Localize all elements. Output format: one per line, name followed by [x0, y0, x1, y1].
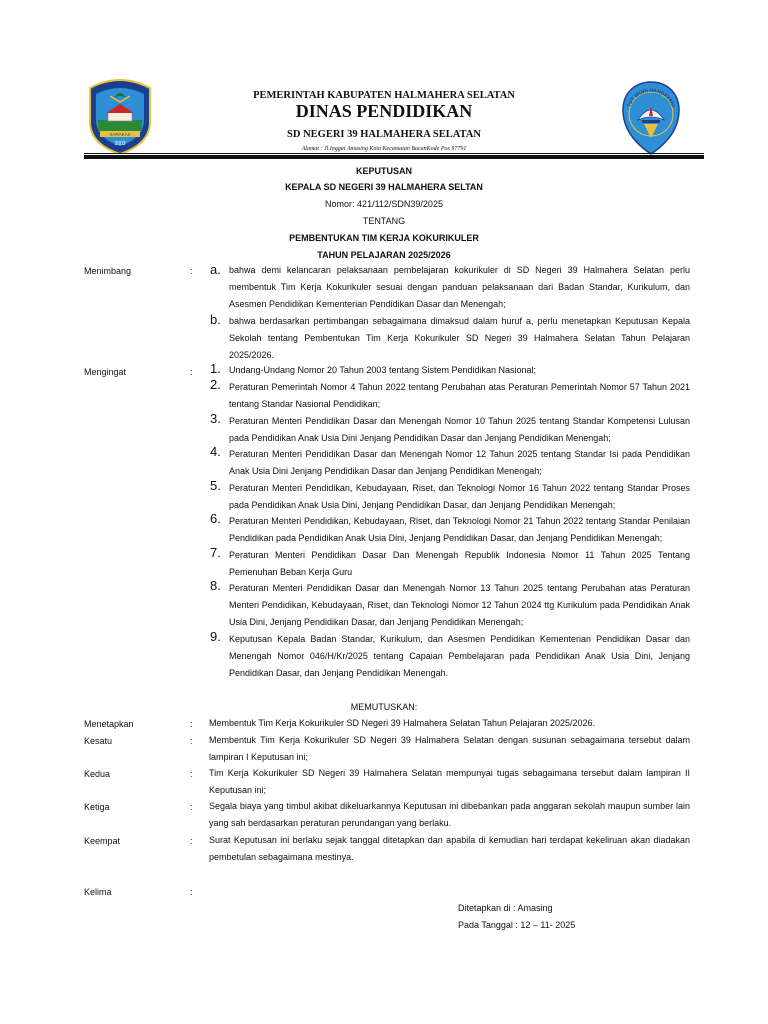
- menimbang-marker: b.: [210, 312, 221, 327]
- signature-date: Pada Tanggal : 12 – 11- 2025: [458, 920, 576, 930]
- letterhead-government: PEMERINTAH KABUPATEN HALMAHERA SELATAN: [253, 90, 515, 101]
- emblem-banner-text: SARAKAS: [109, 132, 131, 137]
- decision-label: Kesatu: [84, 736, 113, 746]
- decision-colon: :: [190, 719, 193, 729]
- mengingat-item: Peraturan Menteri Pendidikan Dasar dan Menengah Nomor 13 Tahun 2025 tentang Perubahan atas Peraturan Menteri Pendidikan, Kebudayaan, Riset, dan Teknologi Nomor 12 Tahun 2024 ttg Kurikulum pada Pendidikan Anak Usia Dini, Jenjang Pendidikan Dasar, dan Jenjang Pendidikan Menengah;: [229, 583, 690, 627]
- decision-colon: :: [190, 769, 193, 779]
- decision-colon: :: [190, 887, 193, 897]
- tut-wuri-handayani-logo: [620, 80, 682, 156]
- mengingat-colon: :: [190, 367, 193, 377]
- mengingat-marker: 5.: [210, 478, 221, 493]
- mengingat-item: Peraturan Menteri Pendidikan Dasar dan Menengah Nomor 10 Tahun 2025 tentang Standar Kompetensi Lulusan pada Pendidikan Anak Usia Dini Jenjang Pendidikan Dasar dan Jenjang Pendidikan Menengah;: [229, 416, 690, 443]
- logo-motto-text: TUT WURI HANDAYANI: [626, 87, 676, 108]
- mengingat-item: Peraturan Menteri Pendidikan Dasar dan Menengah Nomor 12 Tahun 2025 tentang Standar Isi pada Pendidikan Anak Usia Dini Jenjang Pendidikan Dasar dan Jenjang Pendidikan Menengah;: [229, 449, 690, 476]
- decision-colon: :: [190, 802, 193, 812]
- mengingat-marker: 4.: [210, 444, 221, 459]
- decision-label: Menetapkan: [84, 719, 134, 729]
- mengingat-marker: 7.: [210, 545, 221, 560]
- letterhead-thick-rule: [84, 155, 704, 159]
- decree-subject: PEMBENTUKAN TIM KERJA KOKURIKULER: [289, 233, 479, 243]
- decision-label: Ketiga: [84, 802, 110, 812]
- menimbang-marker: a.: [210, 262, 221, 277]
- emblem-year-text: 2003: [114, 141, 126, 147]
- mengingat-item: Undang-Undang Nomor 20 Tahun 2003 tentang Sistem Pendidikan Nasional;: [229, 365, 537, 375]
- decree-heading: KEPUTUSAN: [355, 166, 412, 176]
- decision-colon: :: [190, 736, 193, 746]
- signature-place: Ditetapkan di : Amasing: [458, 903, 553, 913]
- decision-label: Kelima: [84, 887, 112, 897]
- decree-number: Nomor: 421/112/SDN39/2025: [325, 199, 443, 209]
- decision-label: Keempat: [84, 836, 121, 846]
- memutuskan-heading: MEMUTUSKAN:: [350, 702, 418, 712]
- mengingat-marker: 9.: [210, 629, 221, 644]
- menimbang-item: bahwa demi kelancaran pelaksanaan pembelajaran kokurikuler di SD Negeri 39 Halmahera Selatan perlu membentuk Tim Kerja Kokurikuler sesuai dengan panduan pelaksanaan dari Badan Standar, Kurikulum, dan Asesmen Pendidikan Kementerian Pendidikan Dasar dan Menengah;: [229, 265, 690, 309]
- decision-text: Segala biaya yang timbul akibat dikeluarkannya Keputusan ini dibebankan pada anggaran sekolah maupun sumber lain yang sah berdasarkan peraturan perundangan yang berlaku.: [209, 801, 690, 828]
- mengingat-item: Peraturan Menteri Pendidikan, Kebudayaan, Riset, dan Teknologi Nomor 21 Tahun 2022 tentang Standar Penilaian Pendidikan pada Pendidikan Anak Usia Dini, Jenjang Pendidikan Dasar, dan Jenjang Pendidikan Menengah;: [229, 516, 690, 543]
- mengingat-label: Mengingat: [84, 367, 127, 377]
- mengingat-item: Peraturan Pemerintah Nomor 4 Tahun 2022 tentang Perubahan atas Peraturan Pemerintah Nomor 57 Tahun 2021 tentang Standar Nasional Pendidikan;: [229, 382, 690, 409]
- mengingat-marker: 6.: [210, 511, 221, 526]
- decree-academic-year: TAHUN PELAJARAN 2025/2026: [317, 250, 451, 260]
- mengingat-marker: 2.: [210, 377, 221, 392]
- letterhead-address: Alamat : Jl.Inggai Amasing Kota Kecamatan BacanKode Pos 97791: [301, 146, 467, 152]
- letterhead-agency: DINAS PENDIDIKAN: [295, 101, 473, 121]
- mengingat-marker: 1.: [210, 361, 221, 376]
- decree-tentang: TENTANG: [362, 216, 406, 226]
- letterhead-school: SD NEGERI 39 HALMAHERA SELATAN: [287, 129, 481, 140]
- mengingat-marker: 3.: [210, 411, 221, 426]
- decision-text: Membentuk Tim Kerja Kokurikuler SD Negeri 39 Halmahera Selatan dengan susunan sebagaimana tersebut dalam lampiran I Keputusan ini;: [209, 735, 690, 762]
- decision-label: Kedua: [84, 769, 111, 779]
- decision-text: Membentuk Tim Kerja Kokurikuler SD Negeri 39 Halmahera Selatan Tahun Pelajaran 2025/2026.: [209, 718, 596, 728]
- decree-authority: KEPALA SD NEGERI 39 HALMAHERA SELTAN: [285, 182, 483, 192]
- menimbang-item: bahwa berdasarkan pertimbangan sebagaimana dimaksud dalam huruf a, perlu menetapkan Keputusan Kepala Sekolah tentang Pembentukan Tim Kerja Kokurikuler SD Negeri 39 Halmahera Selatan Tahun Pelajaran 2025/2026.: [229, 316, 690, 360]
- decision-text: Tim Kerja Kokurikuler SD Negeri 39 Halmahera Selatan mempunyai tugas sebagaimana tersebut dalam lampiran II Keputusan ini;: [209, 768, 690, 795]
- decision-colon: :: [190, 836, 193, 846]
- mengingat-marker: 8.: [210, 578, 221, 593]
- letterhead-thin-rule: [84, 153, 704, 154]
- menimbang-label: Menimbang: [84, 266, 132, 276]
- mengingat-item: Peraturan Menteri Pendidikan, Kebudayaan, Riset, dan Teknologi Nomor 16 Tahun 2022 tentang Standar Proses pada Pendidikan Anak Usia Dini, Jenjang Pendidikan Dasar, dan Jenjang Pendidikan Menengah;: [229, 483, 690, 510]
- mengingat-item: Peraturan Menteri Pendidikan Dasar Dan Menengah Republik Indonesia Nomor 11 Tahun 2025 Tentang Pemenuhan Beban Kerja Guru: [229, 550, 690, 577]
- menimbang-colon: :: [190, 266, 193, 276]
- decision-text: Surat Keputusan ini berlaku sejak tanggal ditetapkan dan apabila di kemudian hari terdapat kekeliruan akan diadakan pembetulan sebagaimana mestinya.: [209, 835, 690, 862]
- mengingat-item: Keputusan Kepala Badan Standar, Kurikulum, dan Asesmen Pendidikan Kementerian Pendidikan Dasar dan Menengah Nomor 046/H/Kr/2025 tentang Capaian Pembelajaran pada Pendidikan Anak Usia Dini, Jenjang Pendidikan Dasar, dan Jenjang Pendidikan Menengah.: [229, 634, 690, 678]
